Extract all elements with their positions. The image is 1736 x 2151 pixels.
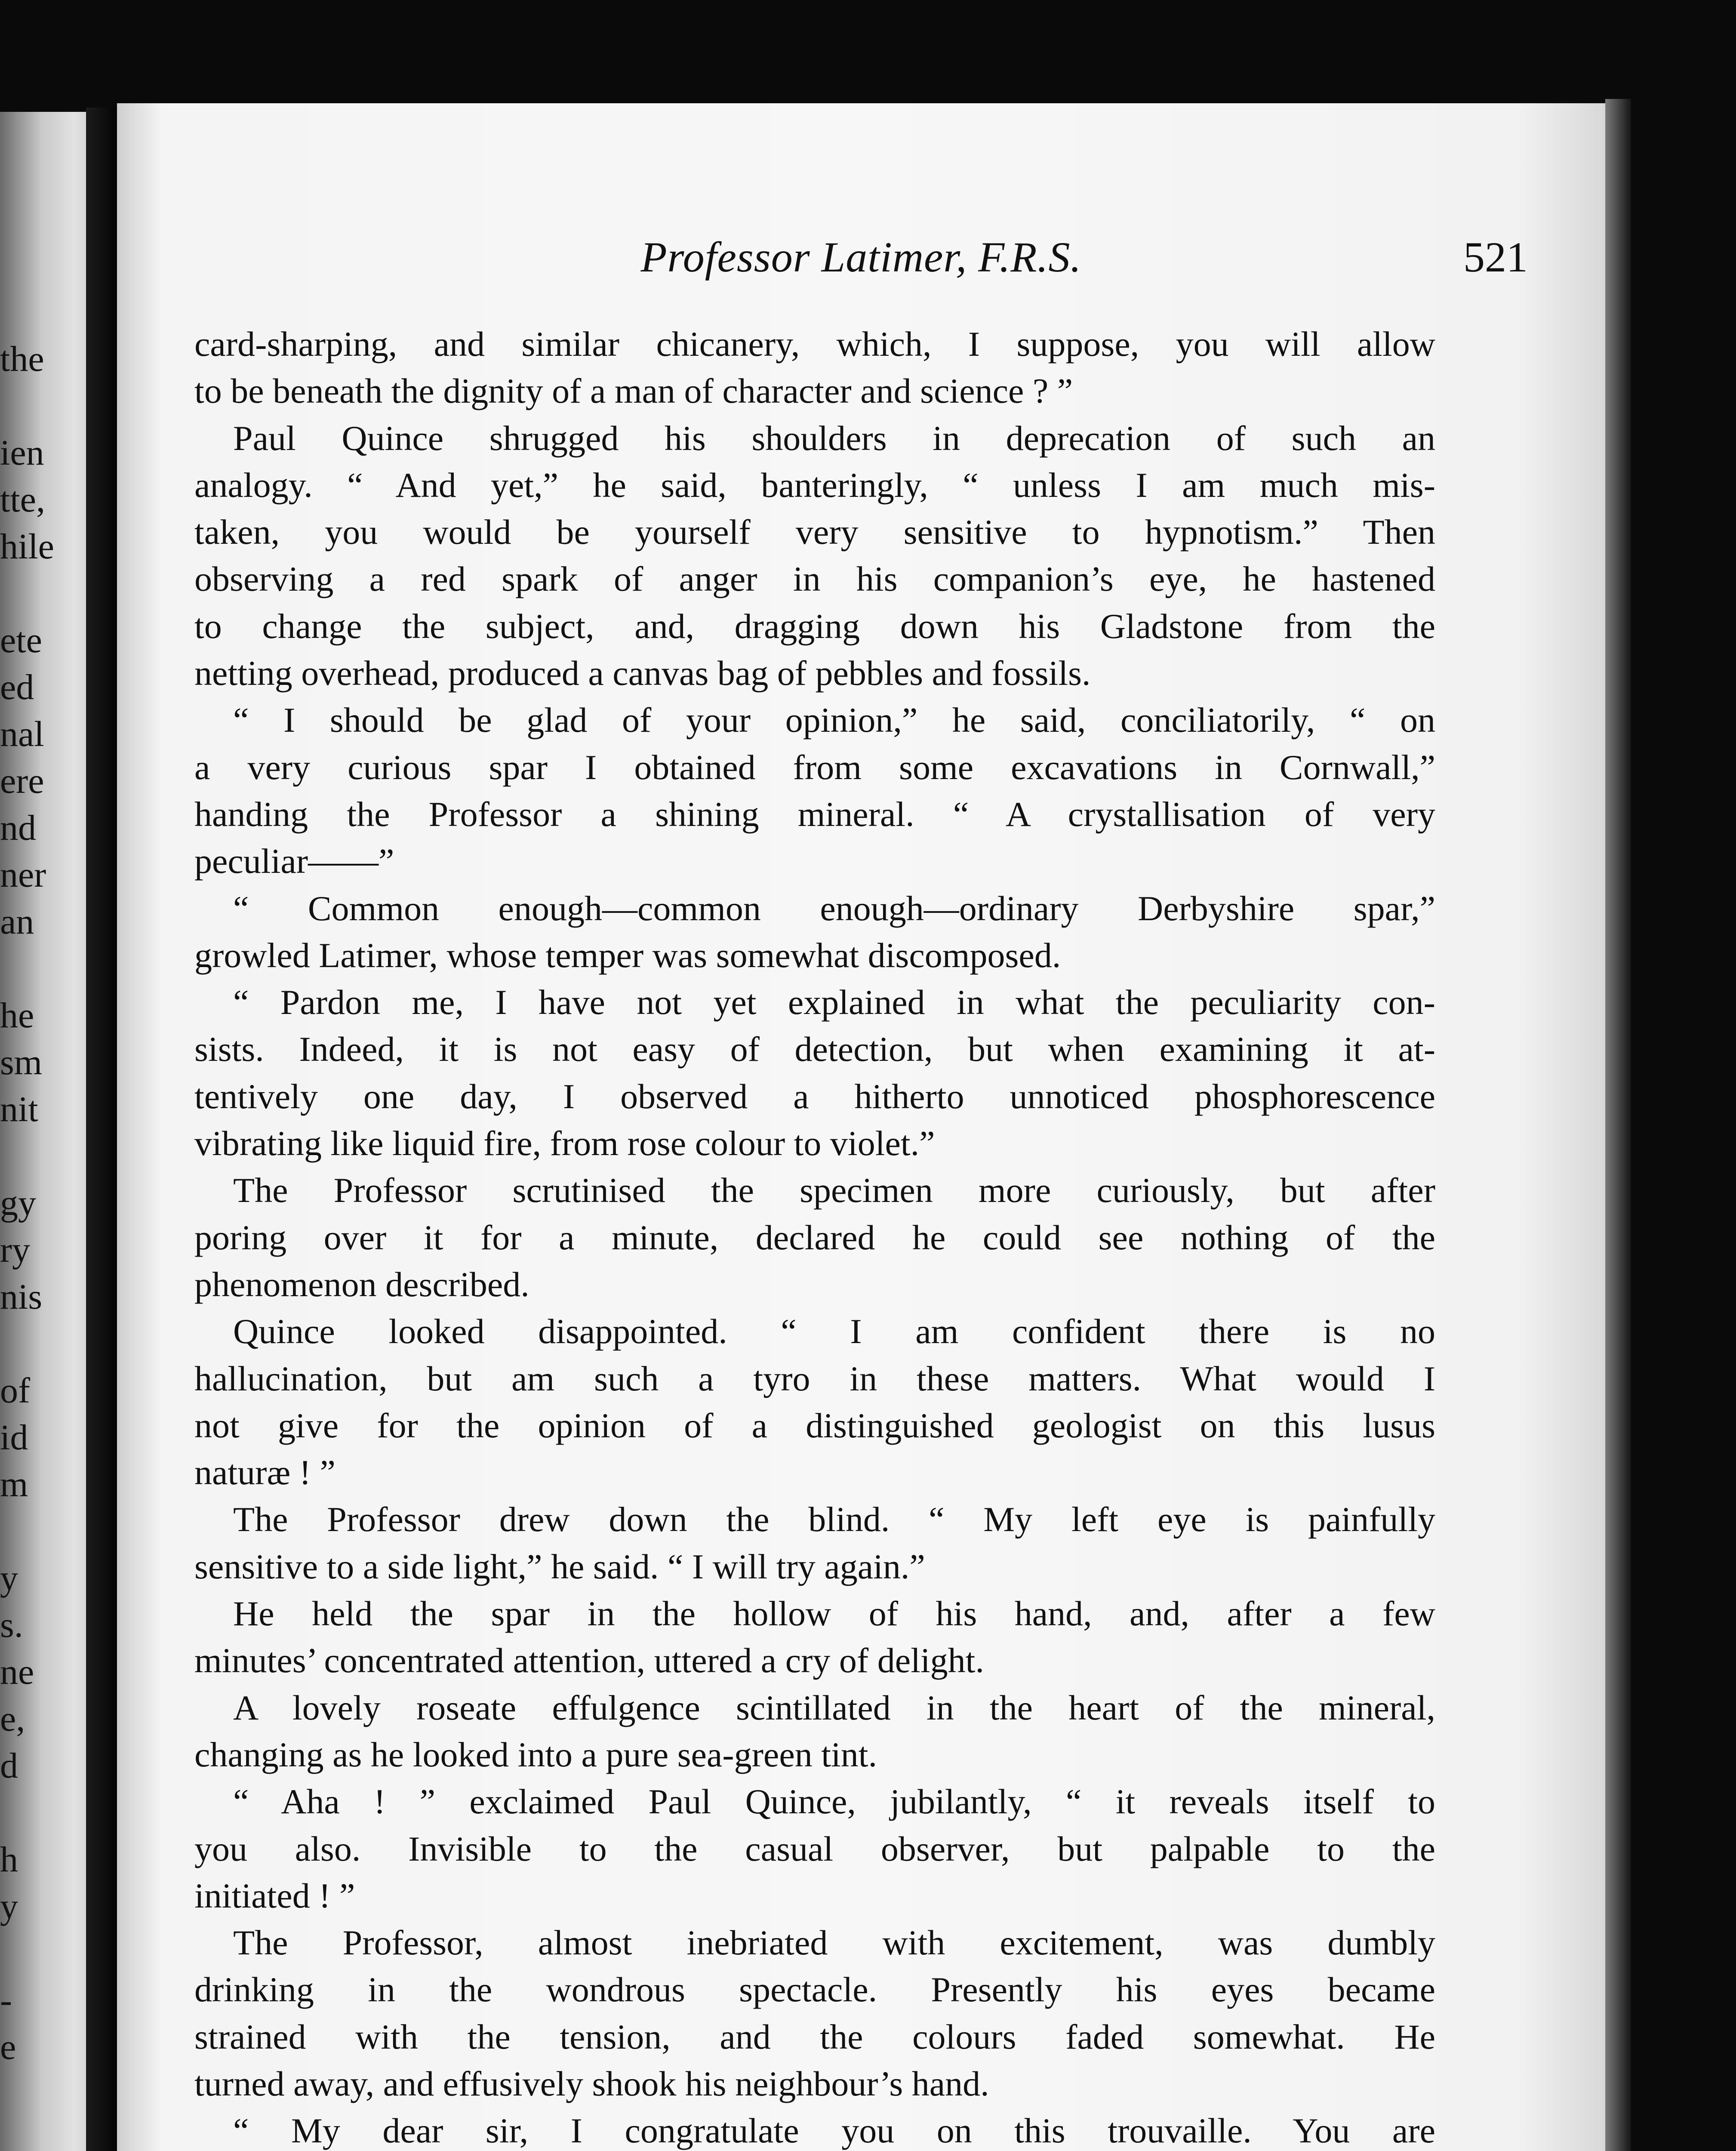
edge-text-fragment: ien (0, 433, 44, 473)
text-line: hallucination, but am such a tyro in these matters. What would I (194, 1359, 1435, 1398)
running-head (194, 232, 1528, 293)
edge-text-fragment (0, 1930, 90, 1977)
edge-text-fragment: ere (0, 761, 44, 801)
edge-text-fragment: ne (0, 1652, 34, 1692)
text-line: He held the spar in the hollow of his hand, and, after a few (233, 1594, 1435, 1633)
edge-text-fragment: ner (0, 855, 46, 895)
body-text (194, 320, 1435, 2151)
text-line: sensitive to a side light,” he said. “ I will try again.” (194, 1547, 925, 1586)
edge-text-fragment: e (0, 2027, 16, 2067)
edge-text-fragment: nd (0, 808, 36, 848)
edge-text-fragment: of (0, 1371, 30, 1411)
text-line: you also. Invisible to the casual observer, but palpable to the (194, 1829, 1435, 1868)
text-line: Paul Quince shrugged his shoulders in deprecation of such an (233, 418, 1435, 458)
edge-text-fragment (0, 2117, 90, 2151)
edge-text-fragment: gy (0, 1183, 36, 1223)
edge-text-fragment: ry (0, 1230, 30, 1270)
edge-text-fragment: nit (0, 1089, 38, 1129)
text-line: phenomenon described. (194, 1264, 529, 1304)
edge-text-fragment: hile (0, 527, 54, 567)
text-line: to be beneath the dignity of a man of character and science ? ” (194, 371, 1073, 411)
edge-text-fragment: y (0, 1558, 18, 1598)
text-line: “ Aha ! ” exclaimed Paul Quince, jubilantly, “ it reveals itself to (233, 1782, 1435, 1821)
text-line: analogy. “ And yet,” he said, banteringly, “ unless I am much mis- (194, 465, 1435, 505)
text-line: The Professor, almost inebriated with excitement, was dumbly (233, 1923, 1435, 1963)
text-line: not give for the opinion of a distinguished geologist on this lusus (194, 1405, 1435, 1445)
edge-text-fragment: sm (0, 1042, 43, 1082)
edge-text-fragment: the (0, 339, 44, 379)
edge-text-fragment: d (0, 1746, 18, 1786)
edge-text-fragment: e, (0, 1699, 25, 1739)
text-line: A lovely roseate effulgence scintillated in the heart of the mineral, (233, 1688, 1435, 1727)
edge-text-fragment: nal (0, 714, 44, 754)
text-line: naturæ ! ” (194, 1453, 336, 1492)
page-number: 521 (1463, 233, 1528, 281)
edge-text-fragment (0, 1508, 90, 1555)
text-line: turned away, and effusively shook his neighbour’s hand. (194, 2064, 989, 2103)
edge-text-fragment: tte, (0, 480, 45, 520)
text-line: poring over it for a minute, declared he could see nothing of the (194, 1217, 1435, 1257)
edge-text-fragment: an (0, 902, 34, 942)
text-line: Quince looked disappointed. “ I am confident there is no (233, 1312, 1435, 1351)
text-line: netting overhead, produced a canvas bag of pebbles and fossils. (194, 653, 1091, 693)
edge-text-fragment: y (0, 1886, 18, 1926)
left-page-text-fragments (0, 336, 90, 2151)
text-line: peculiar——” (194, 841, 394, 881)
text-line: drinking in the wondrous spectacle. Presently his eyes became (194, 1970, 1435, 2009)
edge-text-fragment: he (0, 995, 34, 1035)
edge-text-fragment: id (0, 1418, 28, 1458)
edge-text-fragment: s. (0, 1605, 23, 1645)
text-line: “ Common enough—common enough—ordinary Derbyshire spar,” (233, 888, 1435, 928)
text-line: handing the Professor a shining mineral. “ A crystallisation of very (194, 794, 1435, 834)
edge-text-fragment: h (0, 1840, 18, 1880)
text-line: growled Latimer, whose temper was somewhat discomposed. (194, 935, 1061, 975)
text-line: minutes’ concentrated attention, uttered a cry of delight. (194, 1641, 984, 1680)
edge-text-fragment (0, 1789, 90, 1836)
book-gutter (86, 108, 116, 2151)
text-line: card-sharping, and similar chicanery, which, I suppose, you will allow (194, 324, 1435, 364)
text-line: observing a red spark of anger in his companion’s eye, he hastened (194, 559, 1435, 599)
edge-text-fragment (0, 382, 90, 429)
text-line: taken, you would be yourself very sensitive to hypnotism.” Then (194, 512, 1435, 552)
text-line: sists. Indeed, it is not easy of detection, but when examining it at- (194, 1029, 1435, 1069)
text-line: changing as he looked into a pure sea-green tint. (194, 1735, 877, 1774)
text-line: initiated ! ” (194, 1876, 355, 1915)
edge-text-fragment (0, 1133, 90, 1180)
edge-text-fragment: ed (0, 667, 34, 707)
edge-text-fragment: - (0, 1980, 12, 2020)
text-line: “ I should be glad of your opinion,” he said, conciliatorily, “ on (233, 700, 1435, 740)
edge-text-fragment (0, 945, 90, 992)
text-line: a very curious spar I obtained from some excavations in Cornwall,” (194, 747, 1435, 787)
text-line: “ My dear sir, I congratulate you on this trouvaille. You are (233, 2111, 1435, 2151)
text-line: “ Pardon me, I have not yet explained in what the peculiarity con- (233, 983, 1435, 1022)
edge-text-fragment (0, 1320, 90, 1367)
page-header-title: Professor Latimer, F.R.S. (640, 233, 1082, 281)
text-line: The Professor scrutinised the specimen more curiously, but after (233, 1171, 1435, 1210)
text-line: tentively one day, I observed a hitherto unnoticed phosphorescence (194, 1076, 1435, 1116)
edge-text-fragment (0, 2071, 90, 2117)
text-line: vibrating like liquid fire, from rose colour to violet.” (194, 1124, 935, 1163)
text-line: The Professor drew down the blind. “ My left eye is painfully (233, 1500, 1435, 1539)
page-edge-shadow (1605, 99, 1631, 2151)
edge-text-fragment (0, 570, 90, 617)
text-line: to change the subject, and, dragging down his Gladstone from the (194, 606, 1435, 646)
text-line: strained with the tension, and the colours faded somewhat. He (194, 2017, 1435, 2056)
edge-text-fragment: ete (0, 620, 42, 660)
edge-text-fragment: m (0, 1464, 28, 1504)
edge-text-fragment: nis (0, 1277, 43, 1317)
book-page (117, 103, 1605, 2151)
